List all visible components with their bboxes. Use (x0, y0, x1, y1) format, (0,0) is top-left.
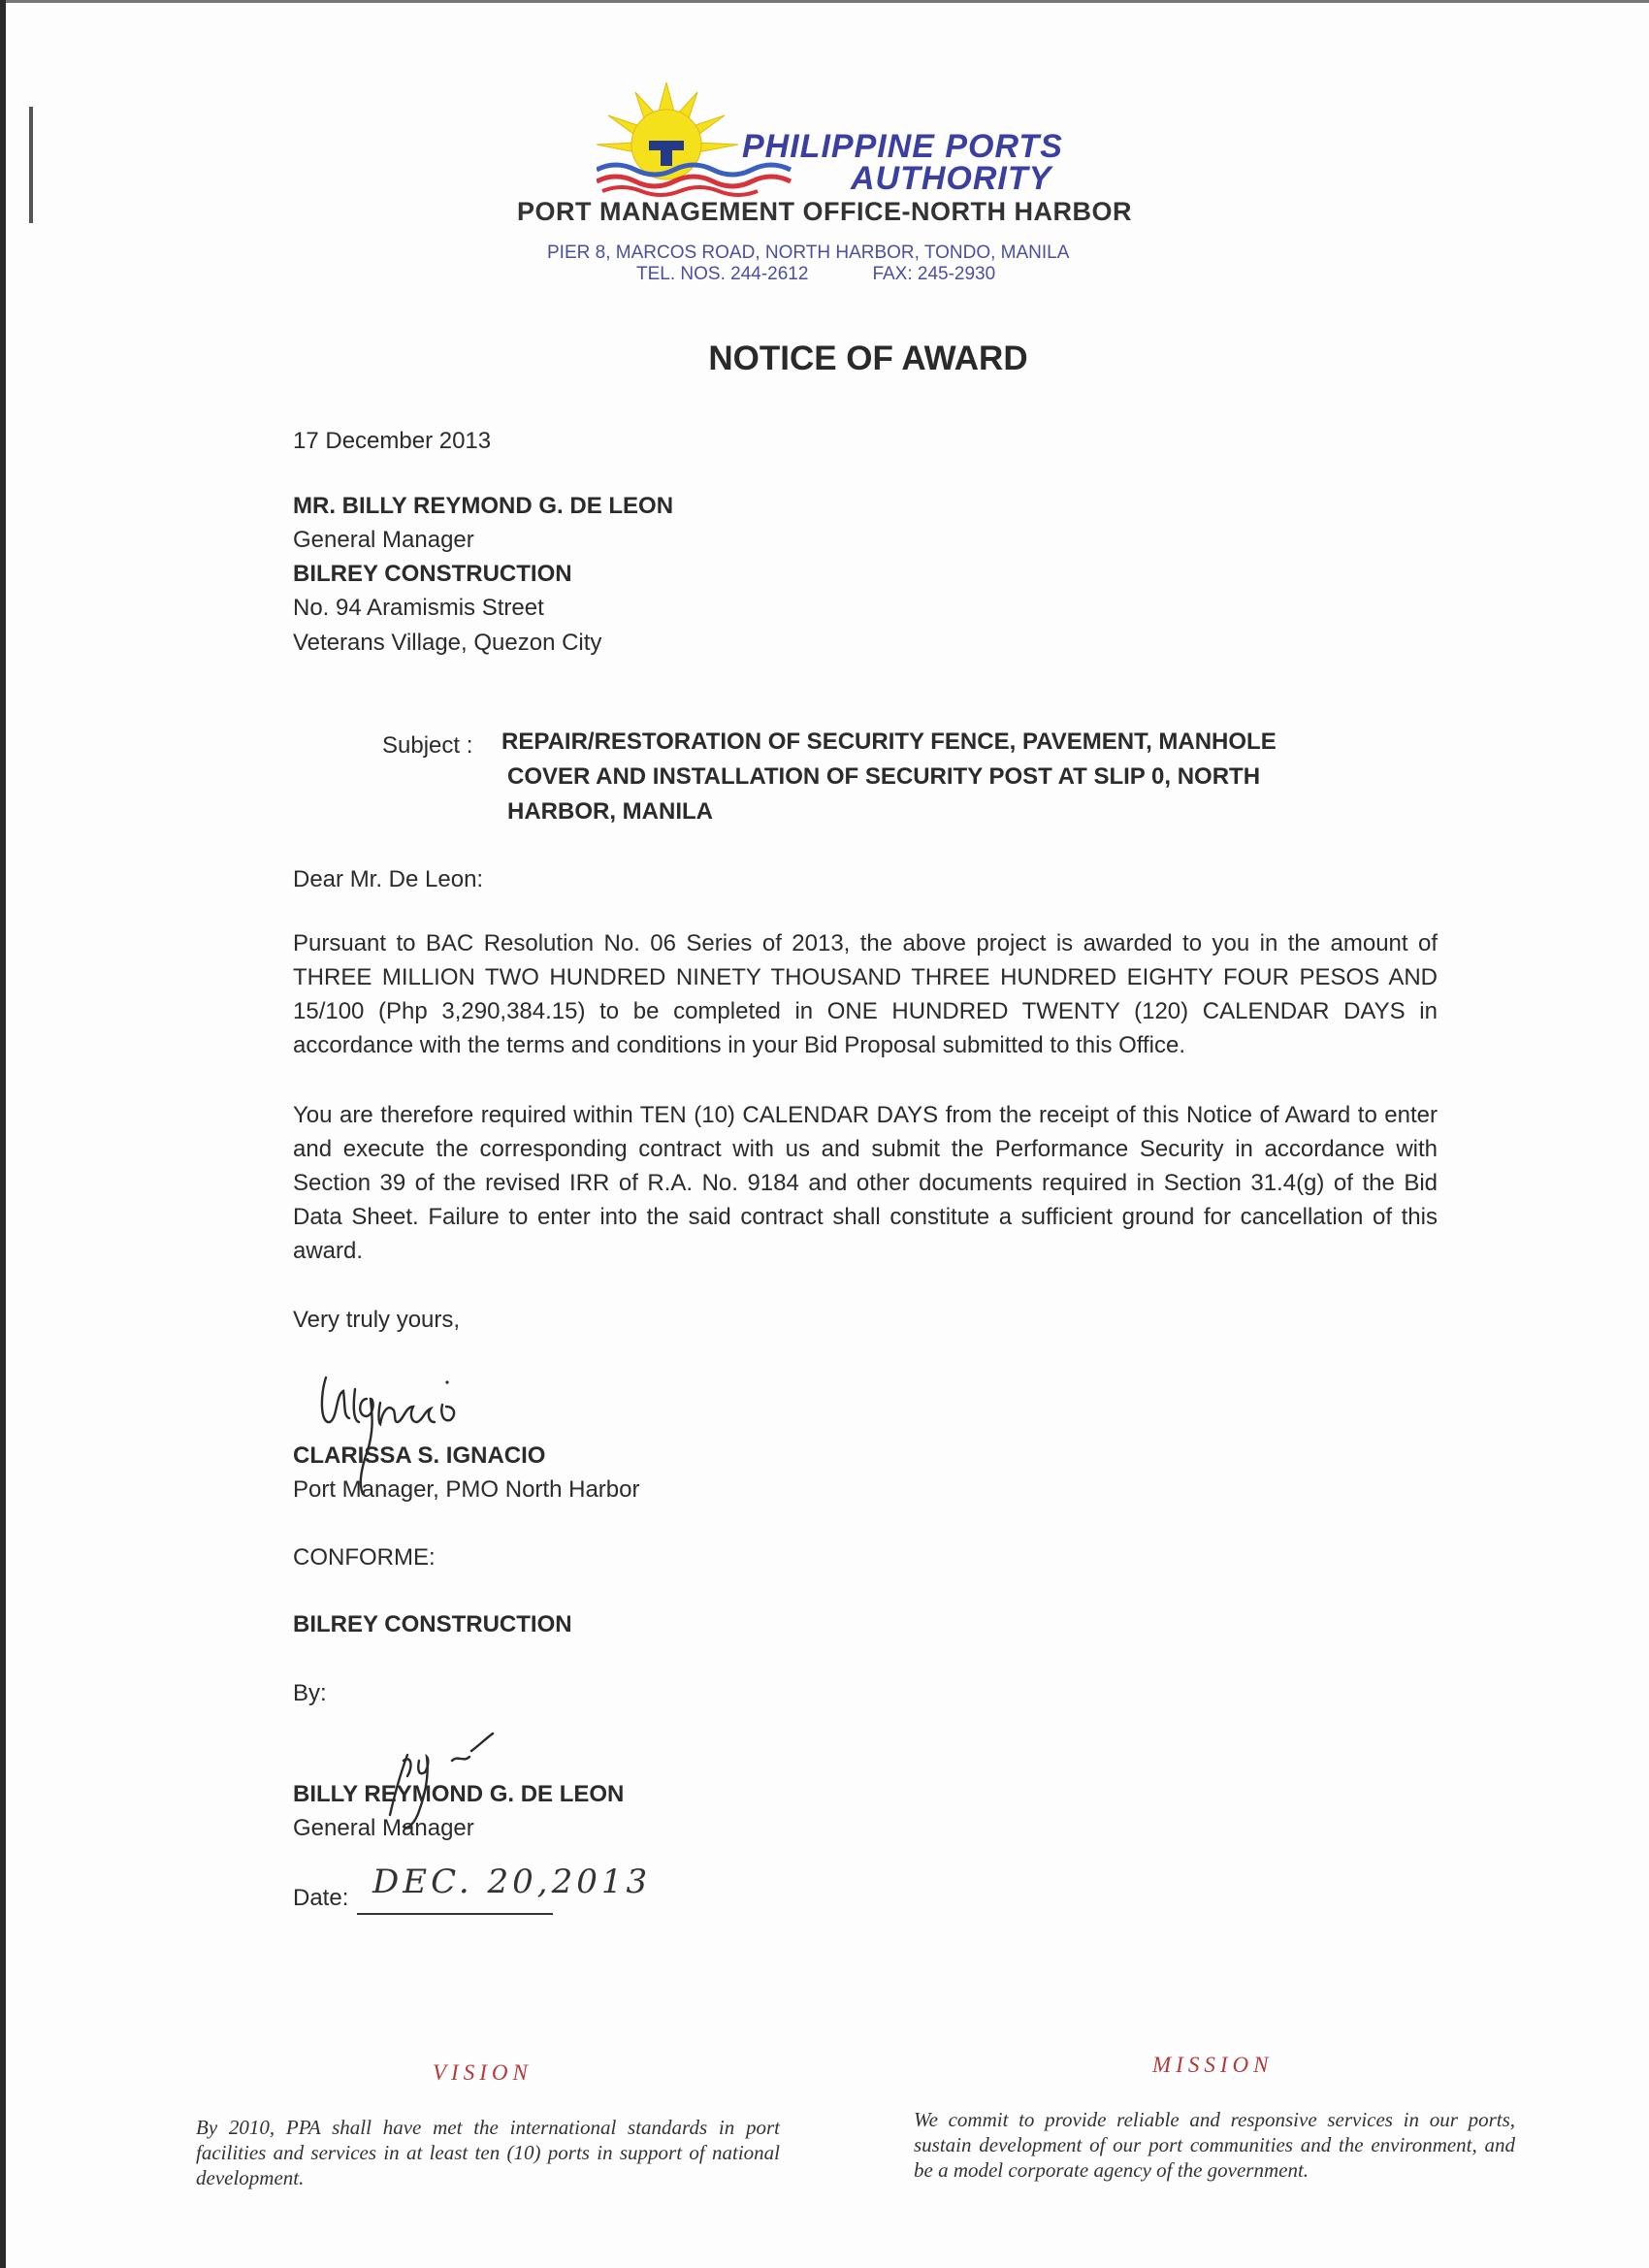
subject-label: Subject : (382, 732, 473, 759)
body-paragraph-award: Pursuant to BAC Resolution No. 06 Series of 2013, the above project is awarded to you in the amount of THREE MILLION TWO HUNDRED NINETY THOUSAND THREE HUNDRED EIGHTY FOUR PESOS AND 15/100 (Php 3,290,384.15) to be completed in ONE HUNDRED TWENTY (120) CALENDAR DAYS in accordance with the terms and conditions in your Bid Proposal submitted to this Office. (293, 930, 1438, 1058)
ppa-logo (597, 82, 1101, 199)
subject-line: HARBOR, MANILA (507, 798, 713, 825)
subject-text (501, 725, 1307, 829)
date-label: Date: (293, 1885, 349, 1911)
conforme-company: BILREY CONSTRUCTION (293, 1611, 572, 1637)
org-name-line2: AUTHORITY (851, 160, 1052, 197)
office-contacts (636, 264, 995, 285)
org-name-line1: PHILIPPINE PORTS (742, 128, 1063, 165)
salutation: Dear Mr. De Leon: (293, 866, 484, 892)
conforme-label: CONFORME: (293, 1544, 436, 1571)
telephone-numbers: TEL. NOS. 244-2612 (636, 264, 809, 284)
vision-heading: VISION (433, 2060, 533, 2085)
by-label: By: (293, 1680, 327, 1706)
scan-border-top (0, 0, 1649, 3)
date-underline (357, 1913, 553, 1915)
handwritten-date: DEC. 20,2013 (372, 1863, 652, 1901)
recipient-name: MR. BILLY REYMOND G. DE LEON (293, 493, 674, 519)
subject-line: COVER AND INSTALLATION OF SECURITY POST AT SLIP 0, NORTH (507, 763, 1261, 790)
body-paragraph-requirements: You are therefore required within TEN (10) CALENDAR DAYS from the receipt of this Notice of Award to enter and execute the corresponding contract with us and submit the Performance Security in accordance with Section 39 of the revised IRR of R.A. No. 9184 and other documents required in Section 31.4(g) of the Bid Data Sheet. Failure to enter into the said contract shall constitute a sufficient ground for cancellation of this award. (293, 1102, 1438, 1264)
fax-number: FAX: 245-2930 (872, 264, 996, 284)
conforme-position: General Manager (293, 1815, 474, 1841)
recipient-address-line1: No. 94 Aramismis Street (293, 595, 544, 621)
office-name: PORT MANAGEMENT OFFICE-NORTH HARBOR (517, 197, 1132, 226)
recipient-position: General Manager (293, 527, 474, 553)
letter-date: 17 December 2013 (293, 428, 492, 454)
conforme-name: BILLY REYMOND G. DE LEON (293, 1781, 625, 1807)
mission-text: We commit to provide reliable and responsive services in our ports, sustain development of our port communities and the environment, and be a model corporate agency of the government. (914, 2108, 1515, 2182)
recipient-company: BILREY CONSTRUCTION (293, 561, 572, 587)
mission-heading: MISSION (1152, 2053, 1274, 2077)
recipient-address-line2: Veterans Village, Quezon City (293, 630, 602, 656)
signatory-position: Port Manager, PMO North Harbor (293, 1476, 640, 1503)
signatory-name: CLARISSA S. IGNACIO (293, 1442, 546, 1469)
subject-line: REPAIR/RESTORATION OF SECURITY FENCE, PAVEMENT, MANHOLE (501, 729, 1277, 755)
office-address: PIER 8, MARCOS ROAD, NORTH HARBOR, TONDO, MANILA (547, 243, 1070, 263)
closing: Very truly yours, (293, 1307, 461, 1333)
vision-text: By 2010, PPA shall have met the international standards in port facilities and services in at least ten (10) ports in support of national development. (196, 2116, 780, 2189)
document-title: NOTICE OF AWARD (708, 340, 1028, 377)
